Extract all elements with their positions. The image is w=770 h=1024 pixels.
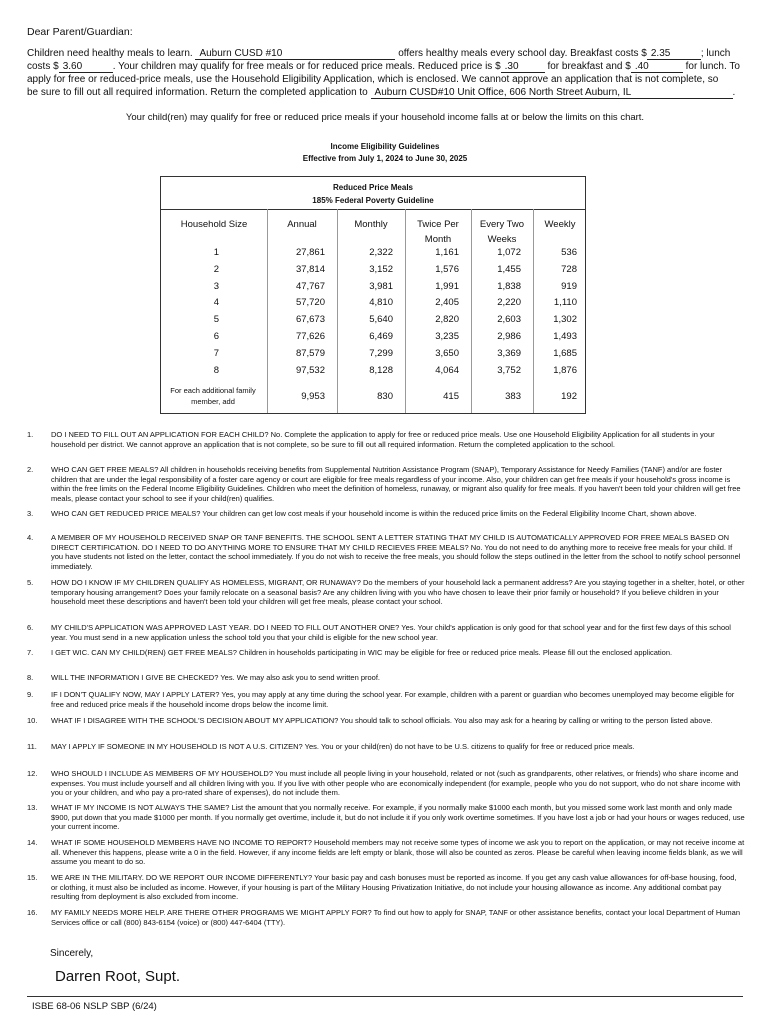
cell-twice-per-month: 1,991 bbox=[435, 280, 459, 292]
return-address-field: Auburn CUSD#10 Unit Office, 606 North Street Auburn, IL bbox=[371, 87, 733, 99]
extra-cell-weekly: 192 bbox=[561, 391, 577, 402]
reduced-breakfast-field: .30 bbox=[501, 61, 545, 73]
cell-twice-per-month: 3,235 bbox=[435, 331, 459, 342]
cell-twice-per-month: 3,650 bbox=[435, 347, 459, 359]
footer-rule bbox=[27, 996, 743, 997]
column-divider bbox=[267, 209, 268, 413]
cell-twice-per-month: 2,820 bbox=[435, 314, 459, 326]
guidelines-effective: Effective from July 1, 2024 to June 30, 2025 bbox=[302, 154, 468, 163]
intro-text: ; lunch bbox=[700, 48, 731, 59]
faq-text: WE ARE IN THE MILITARY. DO WE REPORT OUR INCOME DIFFERENTLY? Your basic pay and cash bonuses must be reported as income. If you get any cash value allowances for off-base housing, food, or clothing, it must also be included as income. However, if your housing is part of the Military Housing Privatization Initiative, do not include your housing allowance as income. Any additional combat pay resulting from deployment is also excluded from income. bbox=[51, 873, 737, 902]
cell-annual: 27,861 bbox=[295, 247, 325, 258]
cell-every-two-weeks: 2,986 bbox=[497, 331, 521, 342]
cell-annual: 47,767 bbox=[295, 280, 325, 292]
extra-cell-twice-per-month: 415 bbox=[443, 391, 459, 402]
faq-text: A MEMBER OF MY HOUSEHOLD RECEIVED SNAP OR TANF BENEFITS. THE SCHOOL SENT A LETTER STATING THAT MY CHILD IS AUTOMATICALLY APPROVED FOR FREE MEALS BASED ON DIRECT CERTIFICATION. DO I NEED TO DO ANYTHING MORE TO ENSURE THAT MY CHILD RECIEVES FREE MEALS? No. You do not need to do anything more to receive free meals for your child. If you have students not listed on the letter, contact the school immediately. If you do not wish to receive the free meals, you should follow the steps outlined in the letter from the school to notify school personnel immediately. bbox=[51, 533, 741, 571]
col-header-text: Twice Per bbox=[417, 219, 459, 230]
cell-monthly: 3,981 bbox=[369, 280, 393, 292]
faq-text: WHAT IF MY INCOME IS NOT ALWAYS THE SAME? List the amount that you normally receive. For example, if you normally make $1000 each month, but you missed some work last month and only made $900, put down that you made $1000 per month. If you normally get overtime, include it, but do not include it if you only work overtime sometimes. If you have lost a job or had your hours or wages reduced, use your current income. bbox=[51, 803, 745, 832]
faq-number: 10. bbox=[27, 716, 38, 725]
faq-text: WILL THE INFORMATION I GIVE BE CHECKED? Yes. We may also ask you to send written proof. bbox=[51, 673, 381, 682]
faq-number: 9. bbox=[27, 690, 34, 699]
col-header-twice-per-month bbox=[405, 217, 471, 247]
form-id: ISBE 68-06 NSLP SBP (6/24) bbox=[32, 1001, 157, 1012]
district-field: Auburn CUSD #10 bbox=[195, 48, 395, 60]
faq-number: 14. bbox=[27, 838, 38, 847]
cell-every-two-weeks: 1,072 bbox=[497, 247, 521, 258]
cell-twice-per-month: 1,576 bbox=[435, 263, 459, 275]
faq-text: HOW DO I KNOW IF MY CHILDREN QUALIFY AS HOMELESS, MIGRANT, OR RUNAWAY? Do the members of your household lack a permanent address? Are you staying together in a shelter, hotel, or other temporary housing arrangement? Does your family relocate on a seasonal basis? Are any children living with you who have chosen to leave their prior family or household? If you believe children in your household meet these descriptions and haven't been told your children will get free meals, please contact your school. bbox=[51, 578, 745, 607]
cell-annual: 77,626 bbox=[295, 331, 325, 342]
faq-text: MY CHILD'S APPLICATION WAS APPROVED LAST YEAR. DO I NEED TO FILL OUT ANOTHER ONE? Yes. Your child's application is only good for that school year and for the first few days of this school year. You must send in a new application unless the school told you that your child is eligible for the new school year. bbox=[51, 623, 731, 642]
greeting: Dear Parent/Guardian: bbox=[27, 26, 133, 38]
cell-monthly: 6,469 bbox=[369, 331, 393, 342]
col-header-text: Weeks bbox=[487, 234, 517, 245]
cell-annual: 57,720 bbox=[295, 297, 325, 309]
cell-household-size: 7 bbox=[213, 347, 219, 359]
guidelines-title: Income Eligibility Guidelines bbox=[330, 142, 440, 151]
cell-monthly: 2,322 bbox=[369, 247, 393, 258]
intro-text: for lunch. To bbox=[685, 61, 740, 72]
cell-household-size: 2 bbox=[213, 263, 219, 275]
faq-number: 7. bbox=[27, 648, 34, 657]
faq-text: WHO CAN GET FREE MEALS? All children in households receiving benefits from Supplemental Nutrition Assistance Program (SNAP), Temporary Assistance for Needy Families (TANF) and/or are foster children that are under the legal responsibility of a foster care agency or court are eligible for free meals regardless of your income. Also, your children can get free meals if your household's gross income is within the free limits on the Federal Income Eligibility Guidelines. Children who meet the definition of homeless, runaway, or migrant also qualify for free meals. If you haven't been told your children will get free meals, please contact your school to see if your child(ren) qualifies. bbox=[51, 465, 741, 503]
extra-cell-monthly: 830 bbox=[377, 391, 393, 402]
cell-weekly: 1,110 bbox=[553, 297, 577, 309]
cell-household-size: 3 bbox=[213, 280, 219, 292]
extra-member-label-text: For each additional family bbox=[170, 386, 256, 395]
cell-annual: 67,673 bbox=[295, 314, 325, 326]
faq-text: WHAT IF I DISAGREE WITH THE SCHOOL'S DECISION ABOUT MY APPLICATION? You should talk to school officials. You also may ask for a hearing by calling or writing to the person listed above. bbox=[51, 716, 713, 725]
cell-household-size: 1 bbox=[213, 247, 219, 258]
intro-paragraph bbox=[27, 47, 745, 99]
signer-name: Darren Root, Supt. bbox=[55, 968, 181, 985]
qualify-note: Your child(ren) may qualify for free or reduced price meals if your household income falls at or below the limits on this chart. bbox=[125, 112, 645, 123]
extra-cell-every-two-weeks: 383 bbox=[505, 391, 521, 402]
intro-text: Children need healthy meals to learn. bbox=[27, 48, 193, 59]
column-divider bbox=[533, 209, 534, 413]
faq-number: 6. bbox=[27, 623, 34, 632]
col-header-annual: Annual bbox=[287, 219, 317, 230]
faq-number: 15. bbox=[27, 873, 38, 882]
cell-weekly: 1,685 bbox=[553, 347, 577, 359]
closing-sincerely: Sincerely, bbox=[50, 948, 94, 959]
col-header-household: Household Size bbox=[180, 219, 248, 230]
intro-text: costs $ bbox=[27, 61, 59, 72]
cell-household-size: 4 bbox=[213, 297, 219, 309]
cell-monthly: 4,810 bbox=[369, 297, 393, 309]
faq-text: WHO SHOULD I INCLUDE AS MEMBERS OF MY HOUSEHOLD? You must include all people living in your household, related or not (such as grandparents, other relatives, or friends) who share income and expenses. You must include yourself and all children living with you. If you live with other people who are economically independent (for example, people who you do not support, who do not share income with you or your children, and who pay a pro-rated share of expenses), do not include them. bbox=[51, 769, 741, 798]
table-subtitle: 185% Federal Poverty Guideline bbox=[312, 196, 434, 205]
cell-every-two-weeks: 2,603 bbox=[497, 314, 521, 326]
faq-number: 4. bbox=[27, 533, 34, 542]
cell-weekly: 728 bbox=[561, 263, 577, 275]
column-divider bbox=[337, 209, 338, 413]
intro-text: . Your children may qualify for free meals or for reduced price meals. Reduced price is $ bbox=[112, 61, 501, 72]
faq-number: 13. bbox=[27, 803, 38, 812]
intro-line-2 bbox=[27, 60, 745, 73]
faq-text: MY FAMILY NEEDS MORE HELP. ARE THERE OTHER PROGRAMS WE MIGHT APPLY FOR? To find out how to apply for SNAP, TANF or other assistance benefits, contact your local Department of Human Services office or call (800) 843-6154 (voice) or (800) 447-6404 (TTY). bbox=[51, 908, 741, 927]
intro-line-1 bbox=[27, 47, 745, 60]
faq-number: 2. bbox=[27, 465, 34, 474]
table-title: Reduced Price Meals bbox=[332, 183, 414, 192]
faq-number: 5. bbox=[27, 578, 34, 587]
col-header-weekly: Weekly bbox=[544, 219, 576, 230]
faq-number: 12. bbox=[27, 769, 38, 778]
faq-text: IF I DON'T QUALIFY NOW, MAY I APPLY LATER? Yes, you may apply at any time during the school year. For example, children with a parent or guardian who becomes unemployed may become eligible for free and reduced price meals if the household income drops below the income limit. bbox=[51, 690, 735, 709]
table-divider bbox=[161, 209, 585, 210]
cell-weekly: 536 bbox=[561, 247, 577, 258]
cell-monthly: 8,128 bbox=[369, 364, 393, 376]
table-heading bbox=[161, 177, 585, 207]
faq-text: MAY I APPLY IF SOMEONE IN MY HOUSEHOLD IS NOT A U.S. CITIZEN? Yes. You or your child(ren) do not have to be U.S. citizens to qualify for free or reduced price meals. bbox=[51, 742, 635, 751]
cell-household-size: 5 bbox=[213, 314, 219, 326]
cell-annual: 37,814 bbox=[295, 263, 325, 275]
intro-text: . bbox=[732, 87, 736, 98]
cell-household-size: 8 bbox=[213, 364, 219, 376]
faq-text: I GET WIC. CAN MY CHILD(REN) GET FREE MEALS? Children in households participating in WIC may be eligible for free or reduced price meals. Please fill out the enclosed application. bbox=[51, 648, 673, 657]
intro-text: offers healthy meals every school day. Breakfast costs $ bbox=[398, 48, 647, 59]
cell-monthly: 5,640 bbox=[369, 314, 393, 326]
cell-weekly: 919 bbox=[561, 280, 577, 292]
faq-number: 16. bbox=[27, 908, 38, 917]
cell-twice-per-month: 2,405 bbox=[435, 297, 459, 309]
income-table bbox=[160, 176, 586, 414]
faq-text: WHAT IF SOME HOUSEHOLD MEMBERS HAVE NO INCOME TO REPORT? Household members may not receive some types of income we ask you to report on the application, or may not receive income at all. Whenever this happens, please write a 0 in the field. However, if any income fields are left empty or blank, those will also be counted as zeros. Please be careful when leaving income fields blank, as we will assume you meant to do so. bbox=[51, 838, 745, 867]
guidelines-heading bbox=[0, 141, 770, 165]
cell-every-two-weeks: 3,752 bbox=[497, 364, 521, 376]
cell-monthly: 3,152 bbox=[369, 263, 393, 275]
faq-number: 8. bbox=[27, 673, 34, 682]
cell-weekly: 1,302 bbox=[553, 314, 577, 326]
cell-weekly: 1,493 bbox=[553, 331, 577, 342]
lunch-cost-field: 3.60 bbox=[59, 61, 113, 73]
faq-text: WHO CAN GET REDUCED PRICE MEALS? Your children can get low cost meals if your household income is within the reduced price limits on the Federal Eligibility Income Chart, shown above. bbox=[51, 509, 697, 518]
cell-annual: 87,579 bbox=[295, 347, 325, 359]
intro-text: be sure to fill out all required information. Return the completed application to bbox=[27, 87, 368, 98]
cell-weekly: 1,876 bbox=[553, 364, 577, 376]
breakfast-cost-field: 2.35 bbox=[647, 48, 701, 60]
faq-number: 11. bbox=[27, 742, 37, 751]
cell-twice-per-month: 4,064 bbox=[435, 364, 459, 376]
col-header-every-two-weeks bbox=[471, 217, 533, 247]
reduced-lunch-field: .40 bbox=[631, 61, 683, 73]
intro-line-3: apply for free or reduced-price meals, use the Household Eligibility Application, which is enclosed. We cannot approve an application that is not complete, so bbox=[27, 74, 719, 85]
extra-member-label-text: member, add bbox=[191, 397, 235, 406]
cell-annual: 97,532 bbox=[295, 364, 325, 376]
col-header-text: Month bbox=[424, 234, 452, 245]
faq-number: 1. bbox=[27, 430, 34, 439]
cell-every-two-weeks: 3,369 bbox=[497, 347, 521, 359]
extra-cell-annual: 9,953 bbox=[301, 391, 325, 402]
cell-every-two-weeks: 1,838 bbox=[497, 280, 521, 292]
intro-line-4 bbox=[27, 86, 745, 99]
cell-every-two-weeks: 1,455 bbox=[497, 263, 521, 275]
faq-number: 3. bbox=[27, 509, 34, 518]
col-header-monthly: Monthly bbox=[354, 219, 388, 230]
intro-text: for breakfast and $ bbox=[547, 61, 631, 72]
cell-twice-per-month: 1,161 bbox=[435, 247, 459, 258]
cell-household-size: 6 bbox=[213, 331, 219, 342]
extra-member-label bbox=[163, 385, 263, 407]
col-header-text: Every Two bbox=[479, 219, 525, 230]
cell-every-two-weeks: 2,220 bbox=[497, 297, 521, 309]
cell-monthly: 7,299 bbox=[369, 347, 393, 359]
faq-text: DO I NEED TO FILL OUT AN APPLICATION FOR EACH CHILD? No. Complete the application to apply for free or reduced price meals. Use one Household Eligibility Application for all students in your household per district. We cannot approve an application that is not complete, so be sure to fill out all required information. Return the completed application to the school. bbox=[51, 430, 715, 449]
